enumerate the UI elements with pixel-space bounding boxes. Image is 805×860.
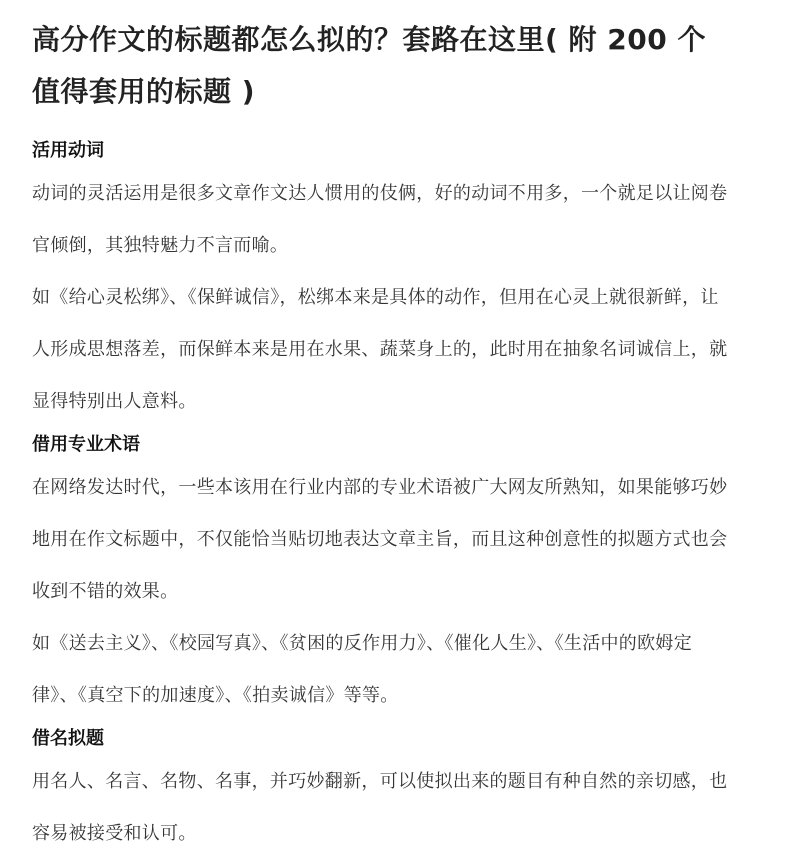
- section-heading: 活用动词: [32, 140, 104, 161]
- paragraph: 在网络发达时代，一些本该用在行业内部的专业术语被广大网友所熟知，如果能够巧妙地用在作文标题中，不仅能恰当贴切地表达文章主旨，而且这种创意性的拟题方式也会收到不错的效果。: [32, 477, 728, 602]
- section-professional-terms: [32, 432, 732, 722]
- section-borrow-names: [32, 726, 732, 860]
- section-heading: 借用专业术语: [32, 434, 140, 455]
- article-title: 高分作文的标题都怎么拟的？套路在这里( 附 200 个值得套用的标题 ): [32, 23, 706, 108]
- section-active-verbs: [32, 138, 732, 428]
- paragraph: 如《送去主义》、《校园写真》、《贫困的反作用力》、《催化人生》、《生活中的欧姆定律》、《真空下的加速度》、《拍卖诚信》等等。: [32, 633, 692, 706]
- paragraph: 如《给心灵松绑》、《保鲜诚信》，松绑本来是具体的动作，但用在心灵上就很新鲜，让人形成思想落差，而保鲜本来是用在水果、蔬菜身上的，此时用在抽象名词诚信上，就显得特别出人意料。: [32, 287, 728, 412]
- section-heading: 借名拟题: [32, 728, 104, 749]
- article: [32, 0, 732, 860]
- paragraph: 用名人、名言、名物、名事，并巧妙翻新，可以使拟出来的题目有种自然的亲切感，也容易被接受和认可。: [32, 771, 728, 844]
- paragraph: 动词的灵活运用是很多文章作文达人惯用的伎俩，好的动词不用多，一个就足以让阅卷官倾倒，其独特魅力不言而喻。: [32, 183, 728, 256]
